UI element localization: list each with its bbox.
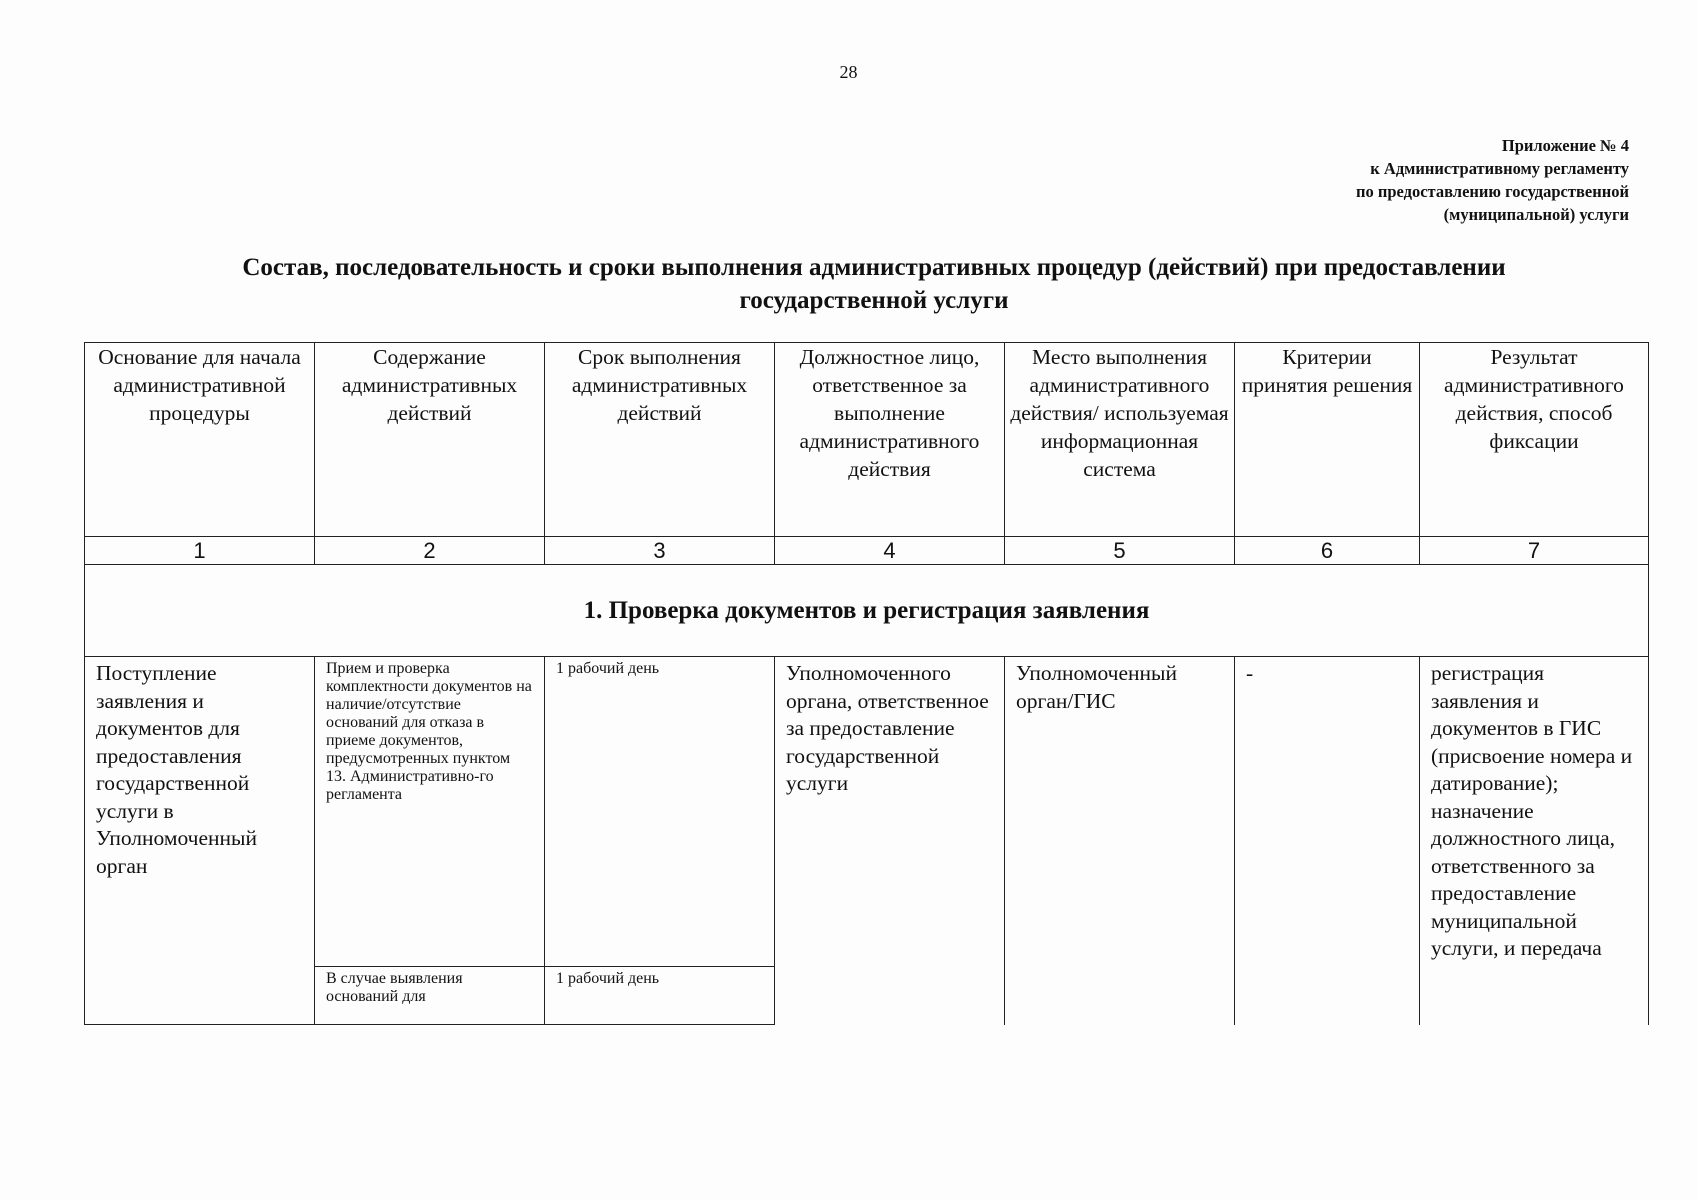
column-number: 7 xyxy=(1420,537,1649,565)
procedure-row xyxy=(85,657,1649,1025)
cell-criteria: - xyxy=(1235,657,1420,1025)
column-number-row xyxy=(85,537,1649,565)
table-header-row xyxy=(85,343,1649,537)
header-place: Место выполнения административного действия/ используемая информационная система xyxy=(1005,343,1235,537)
cell-official: Уполномоченного органа, ответственное за предоставление государственной услуги xyxy=(775,657,1005,1025)
document-title-line-1: Состав, последовательность и сроки выполнения административных процедур (действий) при предоставлении xyxy=(242,254,1506,281)
column-number: 2 xyxy=(315,537,545,565)
section-title: 1. Проверка документов и регистрация заявления xyxy=(85,565,1649,657)
appendix-line-4: (муниципальной) услуги xyxy=(1443,205,1629,224)
cell-basis: Поступление заявления и документов для предоставления государственной услуги в Уполномоченный орган xyxy=(85,657,315,1025)
cell-term xyxy=(545,657,775,1025)
term-step-2: 1 рабочий день xyxy=(556,970,660,987)
action-step-2: В случае выявления оснований для xyxy=(326,970,463,1005)
result-text: регистрация заявления и документов в ГИС (присвоение номера и датирование); назначение должностного лица, ответственного за предоставление муниципальной услуги, и передача xyxy=(1431,661,1633,960)
section-row xyxy=(85,565,1649,657)
header-actions: Содержание административных действий xyxy=(315,343,545,537)
appendix-line-1: Приложение № 4 xyxy=(1501,136,1629,155)
appendix-line-2: к Административному регламенту xyxy=(1370,159,1629,178)
column-number: 1 xyxy=(85,537,315,565)
column-number: 4 xyxy=(775,537,1005,565)
header-criteria: Критерии принятия решения xyxy=(1235,343,1420,537)
appendix-note xyxy=(1356,134,1629,226)
cell-actions xyxy=(315,657,545,1025)
column-number: 5 xyxy=(1005,537,1235,565)
page-number: 28 xyxy=(839,62,858,82)
header-term: Срок выполнения административных действий xyxy=(545,343,775,537)
action-step-1: Прием и проверка комплектности документов на наличие/отсутствие оснований для отказа в приеме документов, предусмотренных пунктом 13. Административно-го регламента xyxy=(315,657,544,967)
cell-place: Уполномоченный орган/ГИС xyxy=(1005,657,1235,1025)
appendix-line-3: по предоставлению государственной xyxy=(1355,182,1629,201)
document-title-line-2: государственной услуги xyxy=(739,287,1009,314)
cell-result xyxy=(1420,657,1649,1025)
term-step-1: 1 рабочий день xyxy=(545,657,774,967)
header-official: Должностное лицо, ответственное за выполнение административного действия xyxy=(775,343,1005,537)
column-number: 3 xyxy=(545,537,775,565)
header-result: Результат административного действия, способ фиксации xyxy=(1420,343,1649,537)
column-number: 6 xyxy=(1235,537,1420,565)
document-title xyxy=(84,251,1664,317)
header-basis: Основание для начала административной процедуры xyxy=(85,343,315,537)
procedures-table xyxy=(84,342,1649,1025)
